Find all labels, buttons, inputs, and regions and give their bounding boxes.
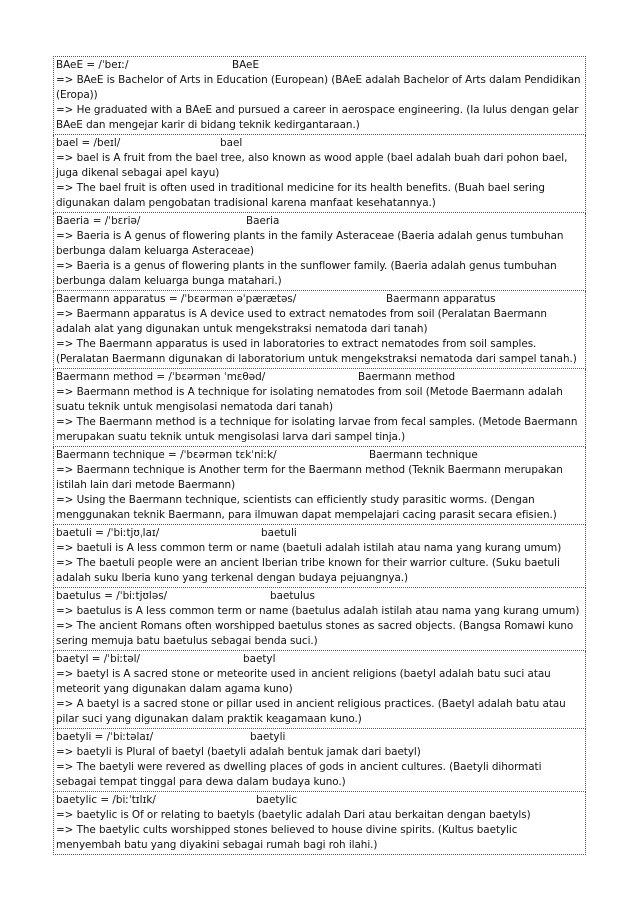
- entry-example: => Using the Baermann technique, scientists can efficiently study parasitic worms. (Dengan menggunakan teknik Baermann, para ilmuwan dapat mempelajari cacing parasit secara efisien.): [56, 494, 557, 521]
- entry-definition: => baetuli is A less common term or name (baetuli adalah istilah atau nama yang kurang umum): [56, 542, 562, 554]
- entry-definition: => Baermann apparatus is A device used to extract nematodes from soil (Peralatan Baermann adalah alat yang digunakan untuk mengekstraksi nematoda dari tanah): [56, 308, 547, 335]
- entry-definition: => Baermann method is A technique for isolating nematodes from soil (Metode Baermann adalah suatu teknik untuk mengisolasi nematoda dari tanah): [56, 386, 563, 413]
- entry-term: baetulus: [270, 590, 315, 602]
- entry-example: => A baetyl is a sacred stone or pillar used in ancient religious practices. (Baetyl adalah batu atau pilar suci yang digunakan dalam praktik keagamaan kuno.): [56, 698, 566, 725]
- dictionary-entry: [53, 447, 586, 525]
- entry-headword: Baermann technique = /ˈbɛərmən tɛkˈniːk/: [56, 449, 277, 461]
- dictionary-entry: [53, 213, 586, 291]
- entry-header: [56, 370, 583, 385]
- dictionary-list: [53, 56, 586, 855]
- entry-headword: baetyl = /ˈbiːtəl/: [56, 653, 140, 665]
- entry-headword: Baermann apparatus = /ˈbɛərmən əˈpærætəs/: [56, 293, 297, 305]
- entry-header: [56, 58, 583, 73]
- dictionary-entry: [53, 588, 586, 651]
- entry-definition: => baetylic is Of or relating to baetyls (baetylic adalah Dari atau berkaitan dengan baetyls): [56, 809, 531, 821]
- dictionary-entry: [53, 56, 586, 135]
- entry-term: baetyli: [250, 731, 286, 743]
- entry-header: [56, 214, 583, 229]
- entry-example: => The baetylic cults worshipped stones believed to house divine spirits. (Kultus baetylic menyembah batu yang diyakini sebagai rumah bagi roh ilahi.): [56, 824, 518, 851]
- entry-header: [56, 526, 583, 541]
- entry-headword: baetuli = /ˈbiːtjʊˌlaɪ/: [56, 527, 160, 539]
- dictionary-entry: [53, 651, 586, 729]
- entry-term: Baeria: [246, 215, 280, 227]
- entry-header: [56, 589, 583, 604]
- dictionary-entry: [53, 369, 586, 447]
- entry-headword: Baeria = /ˈbɛriə/: [56, 215, 141, 227]
- dictionary-entry: [53, 729, 586, 792]
- entry-header: [56, 793, 583, 808]
- entry-header: [56, 292, 583, 307]
- entry-example: => The ancient Romans often worshipped baetulus stones as sacred objects. (Bangsa Romawi kuno sering memuja batu baetulus sebagai benda suci.): [56, 620, 574, 647]
- entry-definition: => baetyli is Plural of baetyl (baetyli adalah bentuk jamak dari baetyl): [56, 746, 421, 758]
- entry-example: => The Baermann method is a technique for isolating larvae from fecal samples. (Metode Baermann merupakan suatu teknik untuk mengisolasi larva dari sampel tinja.): [56, 416, 578, 443]
- entry-headword: baetylic = /biːˈtɪlɪk/: [56, 794, 156, 806]
- entry-example: => He graduated with a BAeE and pursued a career in aerospace engineering. (Ia lulus dengan gelar BAeE dan mengejar karir di bidang teknik kedirgantaraan.): [56, 104, 579, 131]
- entry-headword: bael = /beɪl/: [56, 137, 121, 149]
- entry-definition: => baetyl is A sacred stone or meteorite used in ancient religions (baetyl adalah batu suci atau meteorit yang digunakan dalam agama kuno): [56, 668, 551, 695]
- entry-definition: => bael is A fruit from the bael tree, also known as wood apple (bael adalah buah dari pohon bael, juga dikenal sebagai apel kayu): [56, 152, 568, 179]
- entry-headword: Baermann method = /ˈbɛərmən ˈmɛθəd/: [56, 371, 266, 383]
- entry-headword: baetyli = /ˈbiːtəlaɪ/: [56, 731, 154, 743]
- entry-header: [56, 136, 583, 151]
- entry-header: [56, 652, 583, 667]
- entry-term: Baermann technique: [369, 449, 478, 461]
- entry-example: => The baetuli people were an ancient Iberian tribe known for their warrior culture. (Suku baetuli adalah suku Iberia kuno yang terkenal dengan budaya pejuangnya.): [56, 557, 560, 584]
- entry-term: baetuli: [261, 527, 297, 539]
- entry-header: [56, 730, 583, 745]
- entry-term: BAeE: [232, 59, 260, 71]
- entry-headword: baetulus = /ˈbiːtjʊləs/: [56, 590, 168, 602]
- entry-definition: => Baeria is A genus of flowering plants in the family Asteraceae (Baeria adalah genus tumbuhan berbunga dalam keluarga Asteraceae): [56, 230, 564, 257]
- entry-term: bael: [220, 137, 243, 149]
- entry-term: Baermann method: [358, 371, 456, 383]
- entry-header: [56, 448, 583, 463]
- entry-definition: => Baermann technique is Another term for the Baermann method (Teknik Baermann merupakan istilah lain dari metode Baermann): [56, 464, 563, 491]
- dictionary-entry: [53, 135, 586, 213]
- entry-headword: BAeE = /ˈbeɪː/: [56, 59, 129, 71]
- dictionary-entry: [53, 291, 586, 369]
- entry-term: Baermann apparatus: [386, 293, 496, 305]
- entry-example: => The Baermann apparatus is used in laboratories to extract nematodes from soil samples. (Peralatan Baermann digunakan di laboratorium untuk mengekstraksi nematoda dari sampel tanah.): [56, 338, 577, 365]
- entry-term: baetyl: [243, 653, 276, 665]
- entry-definition: => baetulus is A less common term or name (baetulus adalah istilah atau nama yang kurang umum): [56, 605, 580, 617]
- entry-term: baetylic: [256, 794, 298, 806]
- entry-example: => Baeria is a genus of flowering plants in the sunflower family. (Baeria adalah genus tumbuhan berbunga dalam keluarga bunga matahari.): [56, 260, 557, 287]
- dictionary-entry: [53, 525, 586, 588]
- entry-example: => The baetyli were revered as dwelling places of gods in ancient cultures. (Baetyli dihormati sebagai tempat tinggal para dewa dalam budaya kuno.): [56, 761, 542, 788]
- entry-definition: => BAeE is Bachelor of Arts in Education (European) (BAeE adalah Bachelor of Arts dalam Pendidikan (Eropa)): [56, 74, 581, 101]
- entry-example: => The bael fruit is often used in traditional medicine for its health benefits. (Buah bael sering digunakan dalam pengobatan tradisional karena manfaat kesehatannya.): [56, 182, 545, 209]
- dictionary-entry: [53, 792, 586, 855]
